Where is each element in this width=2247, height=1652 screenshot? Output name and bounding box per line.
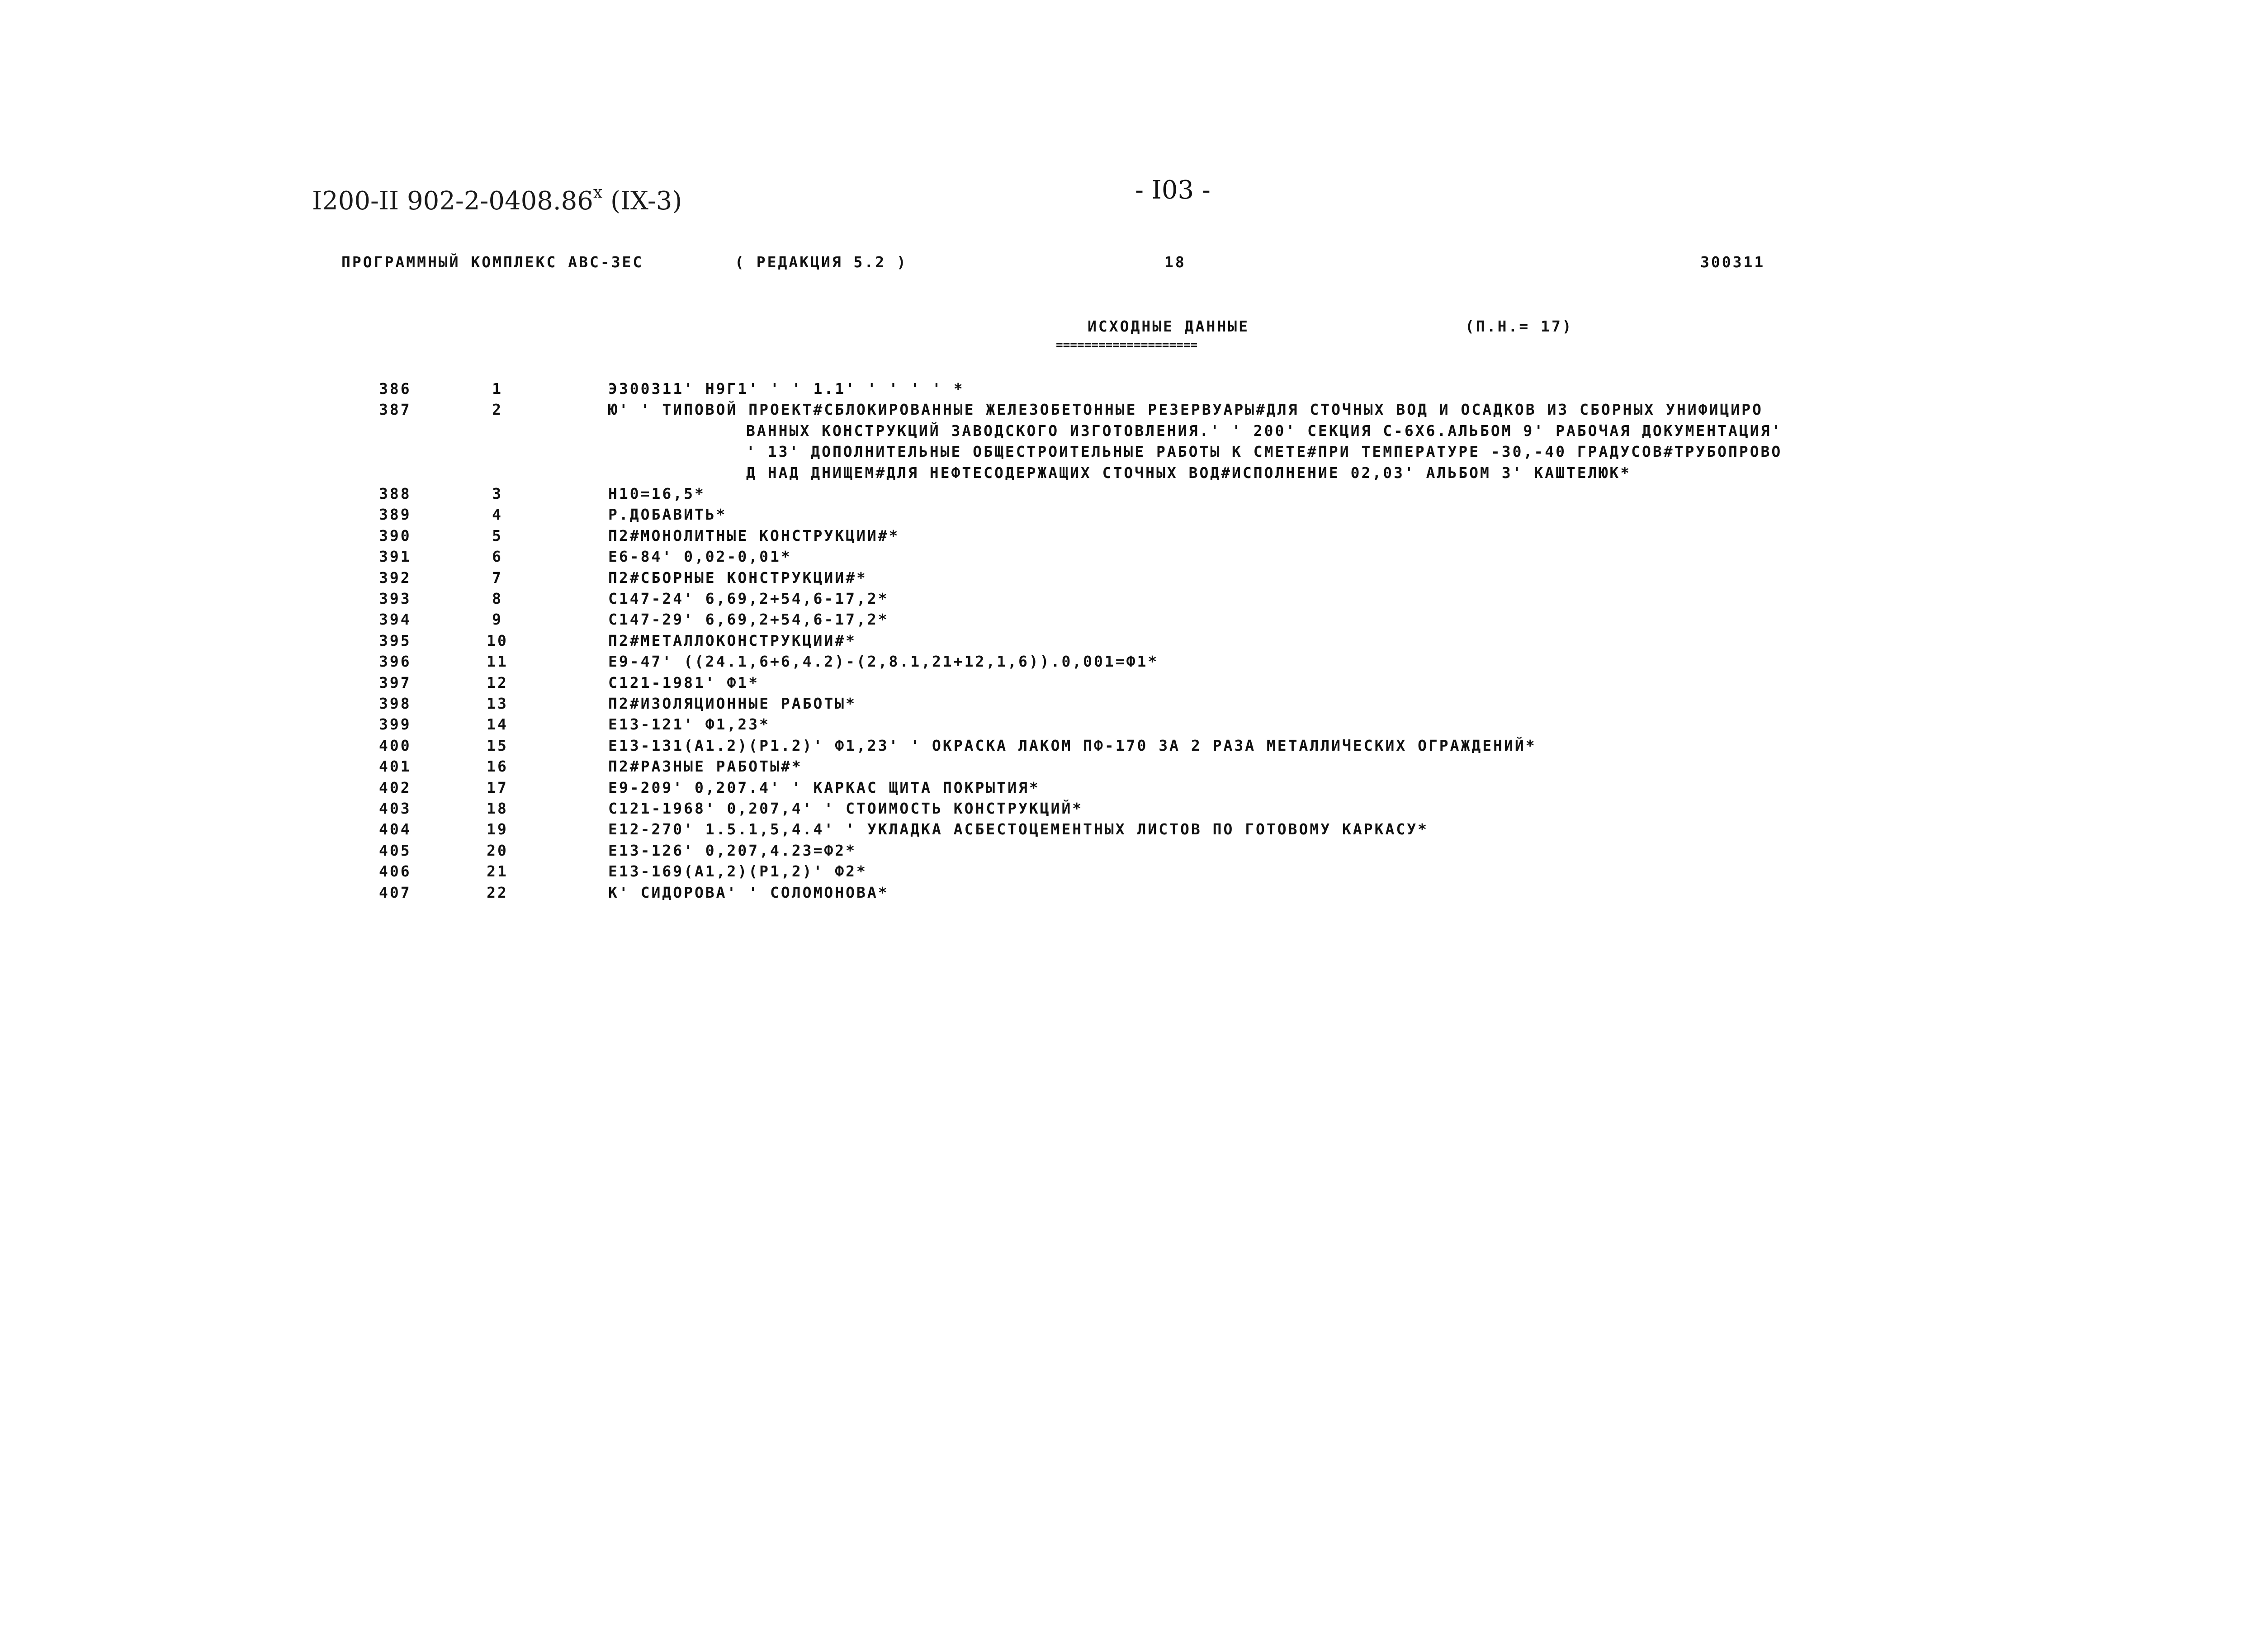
row-text: К' СИДОРОВА' ' СОЛОМОНОВА* <box>608 883 889 901</box>
program-code: 300311 <box>1700 253 1765 271</box>
row-index: 13 <box>487 695 508 712</box>
document-code-suffix: (IX-3) <box>602 186 682 216</box>
row-number: 406 <box>379 862 412 880</box>
row-text: П2#МОНОЛИТНЫЕ КОНСТРУКЦИИ#* <box>608 526 900 544</box>
row-text-continuation: Д НАД ДНИЩЕМ#ДЛЯ НЕФТЕСОДЕРЖАЩИХ СТОЧНЫХ ВОД#ИСПОЛНЕНИЕ 02,03' АЛЬБОМ 3' КАШТЕЛЮК* <box>746 464 1632 482</box>
row-text: Е13-131(А1.2)(Р1.2)' Ф1,23' ' ОКРАСКА ЛАКОМ ПФ-170 ЗА 2 РАЗА МЕТАЛЛИЧЕСКИХ ОГРАЖДЕНИЙ* <box>608 736 1537 754</box>
row-text: П2#МЕТАЛЛОКОНСТРУКЦИИ#* <box>608 631 856 649</box>
row-number: 401 <box>379 757 412 776</box>
row-index: 14 <box>487 715 508 734</box>
row-text: П2#РАЗНЫЕ РАБОТЫ#* <box>608 757 803 776</box>
row-index: 2 <box>492 401 503 419</box>
row-text: Н10=16,5* <box>608 485 705 502</box>
row-number: 404 <box>379 820 412 838</box>
row-index: 4 <box>492 506 503 524</box>
row-index: 16 <box>487 757 508 776</box>
row-index: 22 <box>487 883 508 901</box>
row-number: 392 <box>379 568 412 587</box>
section-underline: ==================== <box>1056 338 1198 352</box>
row-number: 389 <box>379 506 412 524</box>
document-code-text: I200-II 902-2-0408.86 <box>312 186 593 216</box>
document-code-mark: x <box>593 183 603 202</box>
row-index: 19 <box>487 820 508 838</box>
row-text: Е12-270' 1.5.1,5,4.4' ' УКЛАДКА АСБЕСТОЦЕМЕНТНЫХ ЛИСТОВ ПО ГОТОВОМУ КАРКАСУ* <box>608 820 1429 838</box>
row-number: 393 <box>379 590 412 607</box>
row-index: 7 <box>492 568 503 587</box>
row-index: 10 <box>487 631 508 649</box>
row-index: 21 <box>487 862 508 880</box>
row-text: С147-24' 6,69,2+54,6-17,2* <box>608 590 889 607</box>
row-number: 402 <box>379 778 412 796</box>
row-index: 11 <box>487 653 508 671</box>
row-text: Е6-84' 0,02-0,01* <box>608 548 792 566</box>
program-edition: ( РЕДАКЦИЯ 5.2 ) <box>735 253 908 271</box>
row-index: 6 <box>492 548 503 566</box>
row-index: 9 <box>492 611 503 629</box>
row-index: 5 <box>492 526 503 544</box>
row-text: Э300311' Н9Г1' ' ' 1.1' ' ' ' ' * <box>608 380 965 398</box>
program-title: ПРОГРАММНЫЙ КОМПЛЕКС АВС-3ЕС <box>341 253 644 271</box>
row-number: 400 <box>379 736 412 754</box>
row-number: 390 <box>379 526 412 544</box>
row-index: 8 <box>492 590 503 607</box>
row-number: 396 <box>379 653 412 671</box>
document-code <box>312 183 682 216</box>
row-number: 403 <box>379 800 412 817</box>
row-text: Е9-209' 0,207.4' ' КАРКАС ЩИТА ПОКРЫТИЯ* <box>608 778 1040 796</box>
section-title: ИСХОДНЫЕ ДАННЫЕ <box>1088 317 1250 335</box>
row-number: 387 <box>379 401 412 419</box>
row-index: 17 <box>487 778 508 796</box>
row-text: С121-1981' Ф1* <box>608 673 760 691</box>
row-text: С121-1968' 0,207,4' ' СТОИМОСТЬ КОНСТРУКЦИЙ* <box>608 800 1083 817</box>
row-number: 391 <box>379 548 412 566</box>
row-number: 399 <box>379 715 412 734</box>
row-index: 3 <box>492 485 503 502</box>
row-index: 20 <box>487 841 508 859</box>
row-index: 12 <box>487 673 508 691</box>
row-index: 15 <box>487 736 508 754</box>
row-text: Е13-121' Ф1,23* <box>608 715 771 734</box>
row-number: 397 <box>379 673 412 691</box>
row-text: П2#ИЗОЛЯЦИОННЫЕ РАБОТЫ* <box>608 695 856 712</box>
row-number: 386 <box>379 380 412 398</box>
row-number: 388 <box>379 485 412 502</box>
program-sheet-number: 18 <box>1164 253 1186 271</box>
row-index: 18 <box>487 800 508 817</box>
row-index: 1 <box>492 380 503 398</box>
row-text: Е13-169(А1,2)(Р1,2)' Ф2* <box>608 862 867 880</box>
row-number: 405 <box>379 841 412 859</box>
row-text: Ю' ' ТИПОВОЙ ПРОЕКТ#СБЛОКИРОВАННЫЕ ЖЕЛЕЗОБЕТОННЫЕ РЕЗЕРВУАРЫ#ДЛЯ СТОЧНЫХ ВОД И ОСАДКОВ ИЗ СБОРНЫХ УНИФИЦИРО <box>608 401 1763 419</box>
row-text-continuation: ВАННЫХ КОНСТРУКЦИЙ ЗАВОДСКОГО ИЗГОТОВЛЕНИЯ.' ' 200' СЕКЦИЯ С-6Х6.АЛЬБОМ 9' РАБОЧАЯ ДОКУМЕНТАЦИЯ' <box>746 421 1783 440</box>
row-text-continuation: ' 13' ДОПОЛНИТЕЛЬНЫЕ ОБЩЕСТРОИТЕЛЬНЫЕ РАБОТЫ К СМЕТЕ#ПРИ ТЕМПЕРАТУРЕ -30,-40 ГРАДУСОВ#ТРУБОПРОВО <box>746 443 1783 461</box>
row-text: С147-29' 6,69,2+54,6-17,2* <box>608 611 889 629</box>
row-number: 394 <box>379 611 412 629</box>
row-number: 398 <box>379 695 412 712</box>
row-text: П2#СБОРНЫЕ КОНСТРУКЦИИ#* <box>608 568 867 587</box>
row-text: Е9-47' ((24.1,6+6,4.2)-(2,8.1,21+12,1,6)).0,001=Ф1* <box>608 653 1159 671</box>
page-number: - I03 - <box>1135 175 1211 205</box>
row-text: Р.ДОБАВИТЬ* <box>608 506 727 524</box>
row-number: 395 <box>379 631 412 649</box>
row-text: Е13-126' 0,207,4.23=Ф2* <box>608 841 856 859</box>
section-pn: (П.Н.= 17) <box>1465 317 1573 335</box>
row-number: 407 <box>379 883 412 901</box>
